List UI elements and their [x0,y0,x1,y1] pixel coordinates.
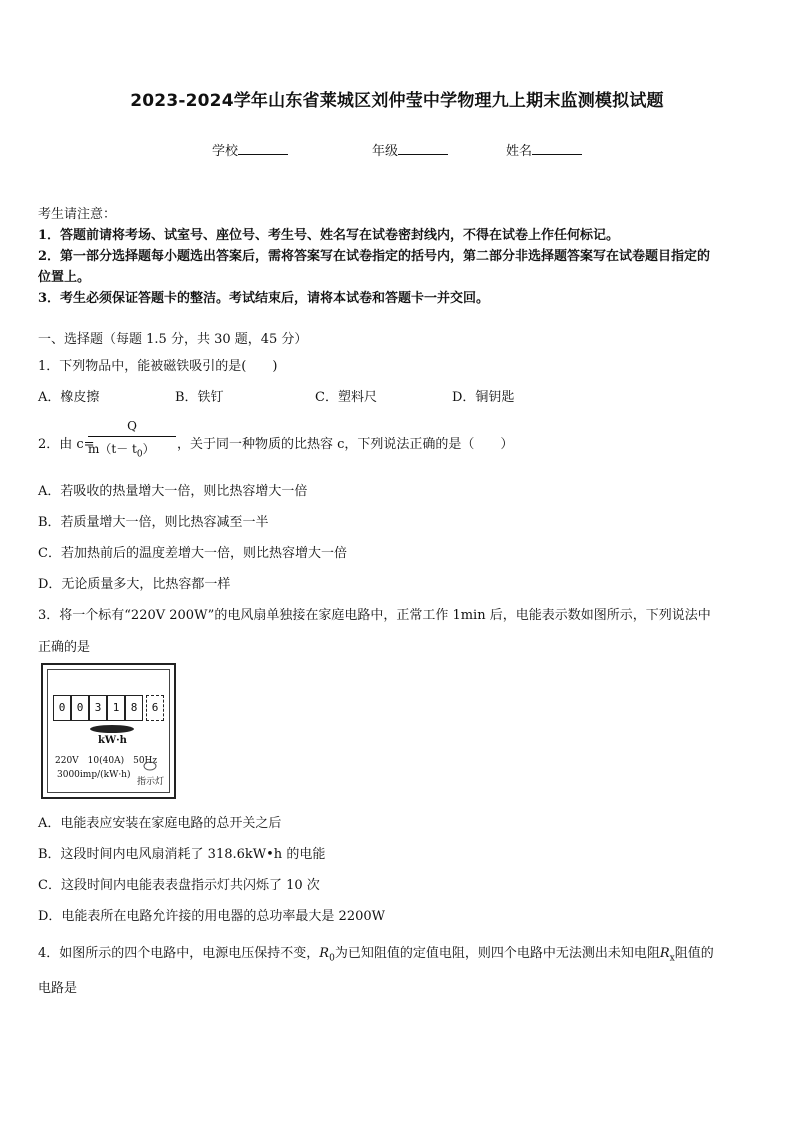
school-label: 学校 [212,144,239,159]
formula-denominator [88,440,155,459]
notice-item-1: 1．答题前请将考场、试室号、座位号、考生号、姓名写在试卷密封线内，不得在试卷上作任何标记。 [38,228,620,243]
meter-unit: kW·h [98,735,127,746]
q3-option-a: A．电能表应安装在家庭电路的总开关之后 [38,816,282,831]
electric-meter-figure [41,663,176,799]
q1-stem: 1．下列物品中，能被磁铁吸引的是( ) [38,359,278,374]
name-label: 姓名 [506,144,533,159]
denominator-close: ） [142,442,155,456]
notice-item-3: 3．考生必须保证答题卡的整洁。考试结束后，请将本试卷和答题卡一并交回。 [38,291,490,306]
school-blank[interactable] [238,141,288,155]
indicator-label: 指示灯 [137,777,165,787]
school-field[interactable] [212,140,288,159]
fraction-bar [88,436,176,437]
q2-option-b: B．若质量增大一倍，则比热容减至一半 [38,515,269,530]
meter-digit: 0 [71,695,89,721]
meter-spec-rating: 220V 10(40A) 50Hz [55,756,158,766]
q4-stem-line2: 电路是 [38,981,78,996]
denominator-text: m（t－ t [88,442,137,456]
meter-decimal-digit: 6 [146,695,164,721]
r0-subscript: 0 [329,953,335,964]
q3-option-c: C．这段时间内电能表表盘指示灯共闪烁了 10 次 [38,878,320,893]
q1-option-b: B．铁钉 [175,390,224,405]
formula-numerator: Q [127,419,137,433]
meter-digit: 0 [53,695,71,721]
q1-option-c: C．塑料尺 [315,390,377,405]
q3-stem-line1: 3．将一个标有“220V 200W”的电风扇单独接在家庭电路中，正常工作 1min 后，电能表示数如图所示，下列说法中 [38,608,711,623]
page-title: 2023-2024学年山东省莱城区刘仲莹中学物理九上期末监测模拟试题 [130,91,664,111]
grade-blank[interactable] [398,141,448,155]
indicator-lamp-icon [143,761,157,771]
q3-option-b: B．这段时间内电风扇消耗了 318.6kW•h 的电能 [38,847,326,862]
q3-stem-line2: 正确的是 [38,640,91,655]
q1-option-d: D．铜钥匙 [452,390,515,405]
r0-symbol: R [319,946,330,961]
meter-digit: 3 [89,695,107,721]
specific-heat-formula [88,419,176,459]
meter-disc-icon [87,723,137,735]
q4-stem-b: 为已知阻值的定值电阻，则四个电路中无法测出未知电阻 [334,946,660,961]
rx-symbol: R [659,946,670,961]
q4-stem-c: 阻值的 [674,946,714,961]
section-heading: 一、选择题（每题 1.5 分，共 30 题，45 分） [38,332,308,347]
meter-digit: 1 [107,695,125,721]
q4-stem-line1 [38,942,714,964]
notice-heading: 考生请注意： [38,207,117,222]
q2-option-a: A．若吸收的热量增大一倍，则比热容增大一倍 [38,484,308,499]
meter-digits [53,695,164,719]
grade-label: 年级 [372,144,399,159]
name-blank[interactable] [532,141,582,155]
denominator-subscript: 0 [136,449,143,460]
q1-option-a: A．橡皮擦 [38,390,100,405]
meter-digit: 8 [125,695,143,721]
name-field[interactable] [506,140,582,159]
meter-spec-constant: 3000imp/(kW·h) [57,770,131,780]
notice-item-2: 2．第一部分选择题每小题选出答案后，需将答案写在试卷指定的括号内，第二部分非选择题答案写在试卷题目指定的 [38,249,711,264]
notice-item-2-cont: 位置上。 [38,270,91,285]
q2-option-d: D．无论质量多大，比热容都一样 [38,577,231,592]
q2-prefix: 2．由 c= [38,437,95,452]
q3-option-d: D．电能表所在电路允许接的用电器的总功率最大是 2200W [38,909,386,924]
q4-stem-a: 4．如图所示的四个电路中，电源电压保持不变， [38,946,320,961]
q2-suffix: ，关于同一种物质的比热容 c，下列说法正确的是（ ） [177,437,514,452]
q2-option-c: C．若加热前后的温度差增大一倍，则比热容增大一倍 [38,546,347,561]
grade-field[interactable] [372,140,448,159]
rx-subscript: x [669,953,675,964]
